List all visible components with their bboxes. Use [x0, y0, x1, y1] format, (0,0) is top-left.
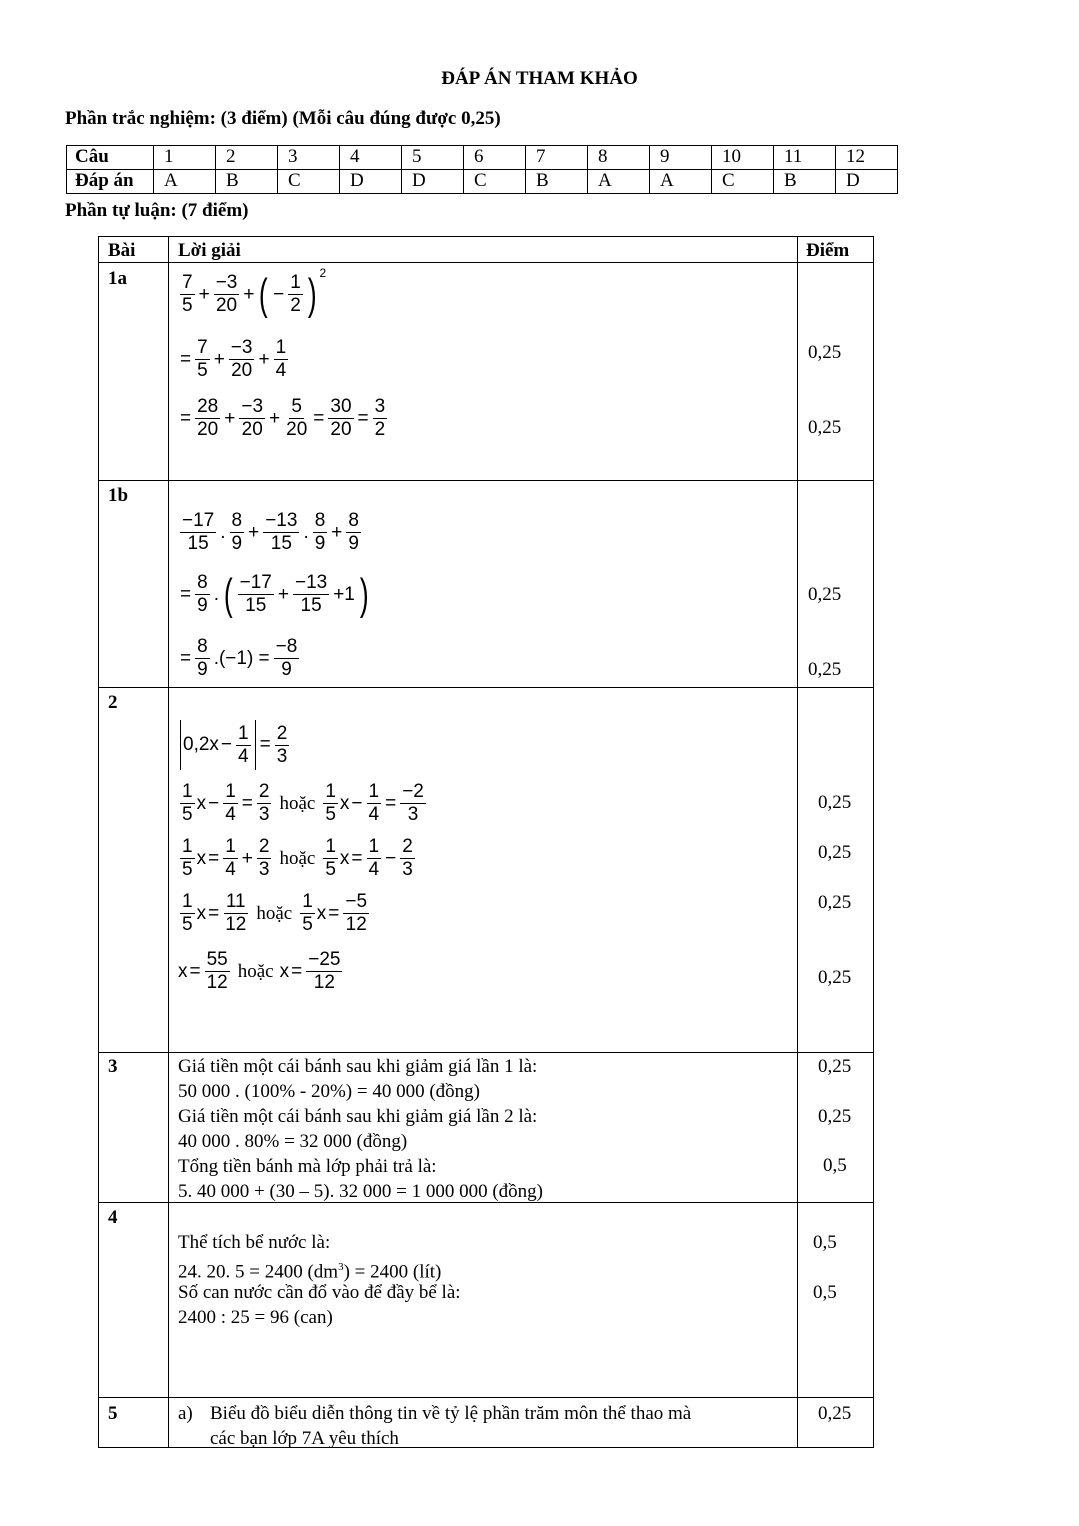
mc-question-cell: 1 — [154, 146, 216, 170]
mc-question-cell: 5 — [402, 146, 464, 170]
score: 0,25 — [818, 967, 852, 988]
mc-question-cell: 12 — [836, 146, 898, 170]
mc-row-label: Đáp án — [67, 170, 154, 194]
solution-line: 50 000 . (100% - 20%) = 40 000 (đồng) — [178, 1081, 481, 1102]
row-divider — [99, 1397, 873, 1398]
or-word: hoặc — [279, 847, 316, 869]
mc-question-cell: 4 — [340, 146, 402, 170]
problem-label-3: 3 — [108, 1056, 118, 1077]
mc-answer-cell: C — [278, 170, 340, 194]
mc-question-row — [67, 146, 898, 170]
mc-answer-cell: B — [526, 170, 588, 194]
solution-line: 5. 40 000 + (30 – 5). 32 000 = 1 000 000 (đồng) — [178, 1181, 543, 1202]
expr-1b-line2: = $\frac{8}{9}$ . ( $\frac{-17}{15}$ + $\frac{-13}{15}$ +1 ) — [180, 569, 369, 619]
solution-item-marker: a) — [178, 1403, 193, 1424]
expr-2-line1: 0,2x − $\frac{1}{4}$ = $\frac{2}{3}$ — [178, 720, 291, 770]
column-divider — [797, 237, 798, 1447]
row-divider — [99, 1052, 873, 1053]
mc-answer-cell: A — [154, 170, 216, 194]
solution-line: Tổng tiền bánh mà lớp phải trả là: — [178, 1156, 437, 1177]
score: 0,5 — [813, 1232, 837, 1253]
solution-line: Số can nước cần đổ vào để đầy bể là: — [178, 1282, 461, 1303]
mc-question-cell: 10 — [712, 146, 774, 170]
expr-2-line5: x = $\frac{55}{12}$ hoặc x = $\frac{-25}{12}$ — [178, 949, 341, 993]
expr-1b-line1: $\frac{-17}{15}$ . $\frac{8}{9}$ + $\frac{-13}{15}$ . $\frac{8}{9}$ + $\frac{8}{9}$ — [182, 510, 359, 554]
header-bai: Bài — [108, 240, 136, 261]
solution-line: 40 000 . 80% = 32 000 (đồng) — [178, 1131, 408, 1152]
solution-line: Giá tiền một cái bánh sau khi giảm giá lần 1 là: — [178, 1056, 538, 1077]
mc-answer-cell: A — [588, 170, 650, 194]
mc-answer-cell: B — [774, 170, 836, 194]
header-diem: Điểm — [806, 240, 850, 261]
mc-question-cell: 11 — [774, 146, 836, 170]
score: 0,25 — [818, 1106, 852, 1127]
problem-label-1b: 1b — [108, 485, 129, 506]
mc-question-cell: 7 — [526, 146, 588, 170]
expr-1b-line3: = $\frac{8}{9}$ .(−1) = $\frac{-8}{9}$ — [180, 636, 298, 680]
score: 0,5 — [813, 1282, 837, 1303]
solution-line: Biểu đồ biểu diễn thông tin về tỷ lệ phần trăm môn thể thao mà — [210, 1403, 692, 1424]
mc-answer-cell: C — [464, 170, 526, 194]
expr-1a-line3: = $\frac{28}{20}$ + $\frac{-3}{20}$ + $\frac{5}{20}$ = $\frac{30}{20}$ = $\frac{3}{2}$ — [180, 396, 386, 440]
expr-1a-line1: $\frac{7}{5}$ + $\frac{-3}{20}$ + ( − $\frac{1}{2}$ ) 2 — [182, 265, 327, 319]
mc-question-cell: 8 — [588, 146, 650, 170]
score: 0,25 — [808, 584, 842, 605]
expr-2-line3: $\frac{1}{5}$ x = $\frac{1}{4}$ + $\frac{2}{3}$ hoặc $\frac{1}{5}$ x = $\frac{1}{4}$ − $\frac{2}{3}$ — [182, 836, 413, 880]
mc-answer-table — [66, 145, 898, 194]
row-divider — [99, 262, 873, 263]
solution-line: Giá tiền một cái bánh sau khi giảm giá lần 2 là: — [178, 1106, 538, 1127]
problem-label-2: 2 — [108, 692, 118, 713]
score: 0,25 — [818, 1403, 852, 1424]
solution-line: Thể tích bể nước là: — [178, 1232, 331, 1253]
mc-answer-cell: D — [836, 170, 898, 194]
mc-row-label: Câu — [67, 146, 154, 170]
mc-question-cell: 3 — [278, 146, 340, 170]
solution-line: 24. 20. 5 = 2400 $(dm^3) = 2400$ (lít) — [178, 1261, 442, 1283]
mc-answer-cell: D — [402, 170, 464, 194]
mc-answer-cell: A — [650, 170, 712, 194]
expr-1a-line2: = $\frac{7}{5}$ + $\frac{-3}{20}$ + $\frac{1}{4}$ — [180, 337, 287, 381]
score: 0,25 — [808, 342, 842, 363]
score: 0,25 — [818, 792, 852, 813]
mc-question-cell: 6 — [464, 146, 526, 170]
column-divider — [168, 237, 169, 1447]
mc-answer-cell: D — [340, 170, 402, 194]
or-word: hoặc — [256, 902, 293, 924]
expr-2-line2: $\frac{1}{5}$ x − $\frac{1}{4}$ = $\frac{2}{3}$ hoặc $\frac{1}{5}$ x − $\frac{1}{4}$ = $\frac{-2}{3}$ — [182, 781, 424, 825]
mc-question-cell: 9 — [650, 146, 712, 170]
problem-label-5: 5 — [108, 1403, 118, 1424]
mc-section-heading: Phần trắc nghiệm: (3 điểm) (Mỗi câu đúng được 0,25) — [65, 108, 501, 129]
page-title: ĐÁP ÁN THAM KHẢO — [441, 68, 638, 89]
problem-label-4: 4 — [108, 1207, 118, 1228]
score: 0,5 — [823, 1155, 847, 1176]
score: 0,25 — [808, 417, 842, 438]
row-divider — [99, 687, 873, 688]
solution-line: các bạn lớp 7A yêu thích — [210, 1428, 399, 1449]
score: 0,25 — [818, 842, 852, 863]
solution-line: 2400 : 25 = 96 (can) — [178, 1307, 333, 1328]
essay-section-heading: Phần tự luận: (7 điểm) — [65, 200, 249, 221]
header-loi-giai: Lời giải — [178, 240, 241, 261]
row-divider — [99, 480, 873, 481]
score: 0,25 — [818, 892, 852, 913]
mc-answer-row — [67, 170, 898, 194]
mc-answer-cell: B — [216, 170, 278, 194]
expr-2-line4: $\frac{1}{5}$ x = $\frac{11}{12}$ hoặc $\frac{1}{5}$ x = $\frac{-5}{12}$ — [182, 891, 368, 935]
score: 0,25 — [818, 1056, 852, 1077]
mc-question-cell: 2 — [216, 146, 278, 170]
mc-answer-cell: C — [712, 170, 774, 194]
or-word: hoặc — [237, 960, 274, 982]
problem-label-1a: 1a — [108, 268, 127, 289]
or-word: hoặc — [279, 792, 316, 814]
score: 0,25 — [808, 659, 842, 680]
